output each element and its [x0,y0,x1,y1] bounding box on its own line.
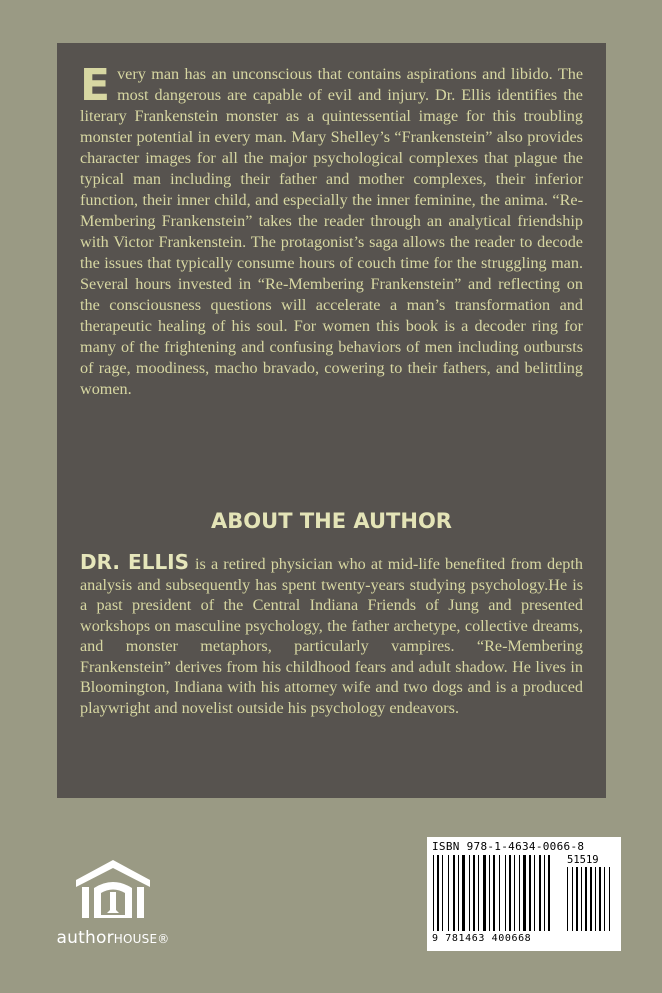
house-book-logo-icon [72,858,154,920]
price-code: 51519 [567,854,599,866]
publisher-name: authorHOUSE® [56,928,170,948]
barcode-digits: 9 781463 400668 [432,933,532,944]
about-author-heading: ABOUT THE AUTHOR [211,509,452,533]
author-bio [80,552,583,718]
publisher-logo [38,858,188,948]
blurb-text: very man has an unconscious that contains aspirations and libido. The most dangerous are capable of evil and injury. Dr. Ellis identifies the literary Frankenstein monster as a quintessential image for this troubling monster potential in every man. Mary Shelley’s “Frankenstein” also provides character images for all the major psychological complexes that plague the typical man including their father and mother complexes, their inferior function, their inner child, and especially the inner feminine, the anima. “Re-Membering Frankenstein” takes the reader through an analytical friendship with Victor Frankenstein. The protagonist’s saga allows the reader to decode the issues that typically consume hours of couch time for the struggling man. Several hours invested in “Re-Membering Frankenstein” and reflecting on the consciousness questions will accelerate a man’s transformation and therapeutic healing of his soul. For women this book is a decoder ring for many of the frightening and confusing behaviors of men including outbursts of rage, moodiness, macho bravado, cowering to their fathers, and belittling women. [80,65,583,398]
drop-cap: E [80,60,112,111]
author-bio-text: is a retired physician who at mid-life benefited from depth analysis and subsequently has spent twenty-years studying psychology.He is a past president of the Central Indiana Friends of Jung and presented workshops on masculine psychology, the father archetype, collective dreams, and monster metaphors, particularly vampires. “Re-Membering Frankenstein” derives from his childhood fears and adult shadow. He lives in Bloomington, Indiana with his attorney wife and two dogs and is a produced playwright and novelist outside his psychology endeavors. [80,555,583,717]
book-blurb [80,60,583,400]
isbn-barcode [427,837,621,951]
author-name: DR. ELLIS [80,550,190,574]
isbn-label: ISBN 978-1-4634-0066-8 [432,840,585,853]
